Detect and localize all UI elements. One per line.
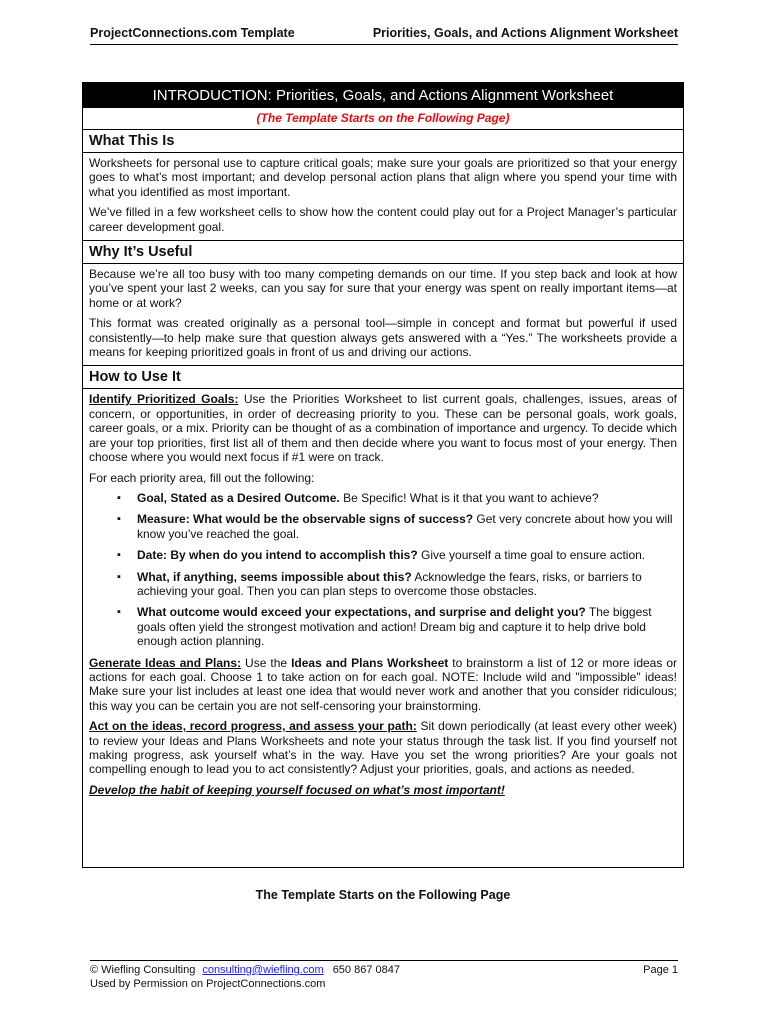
- page-header: [90, 26, 678, 45]
- bullet-bold: Goal, Stated as a Desired Outcome.: [137, 490, 340, 505]
- generate-ideas-text: Use the: [241, 655, 292, 670]
- section-heading-what-this-is: What This Is: [83, 130, 683, 153]
- list-item: [137, 512, 677, 541]
- introduction-box: [82, 82, 684, 868]
- list-item: [137, 491, 677, 505]
- paragraph-generate-ideas: [89, 656, 677, 714]
- bullet-text: Get very concrete about how you will know you’ve reached the goal.: [137, 512, 673, 541]
- identify-goals-text: Use the Priorities Worksheet to list current goals, challenges, issues, areas of concern, or opportunities, in order of decreasing priority to you. These can be personal goals, work goals, career goals, or a mix. Priority can be thought of as a combination of importance and urgency. To decide which are your top priorities, first list all of them and then decide where you want to focus most of your energy. Then choose where you would next focus if #1 were on track.: [89, 392, 677, 465]
- paragraph-identify-goals: [89, 392, 677, 464]
- footer-email-link[interactable]: consulting@wiefling.com: [202, 964, 324, 976]
- identify-goals-label: Identify Prioritized Goals:: [89, 392, 239, 407]
- paragraph: For each priority area, fill out the following:: [89, 470, 315, 485]
- footer-phone: 650 867 0847: [332, 964, 400, 976]
- page-footer: [90, 960, 678, 991]
- final-habit-line: Develop the habit of keeping yourself focused on what’s most important!: [89, 782, 505, 797]
- section-why-useful: [83, 264, 683, 365]
- footer-row: [90, 963, 678, 977]
- bullet-text: Acknowledge the fears, risks, or barriers to achieving your goal. Then you can plan steps to overcome those obstacles.: [137, 569, 642, 598]
- paragraph: Because we’re all too busy with too many competing demands on our time. If you step back and look at how you’ve spent your last 2 weeks, can you say for sure that your energy was spent on really important items—at home or at work?: [89, 267, 677, 310]
- header-site-name: ProjectConnections.com Template: [90, 26, 295, 40]
- generate-ideas-text-2: to brainstorm a list of 12 or more ideas or actions for each goal. Choose 1 to take action on for each goal. NOTE: Include wild and "impossible" ideas! Make sure your list includes at least one idea that would never work and another that you consider ridiculous; this way you can be certain you are not self-censoring your brainstorming.: [89, 655, 678, 713]
- priority-bullet-list: [89, 491, 677, 649]
- generate-ideas-label: Generate Ideas and Plans:: [89, 655, 242, 670]
- paragraph-act-on-ideas: [89, 719, 677, 777]
- act-on-ideas-label: Act on the ideas, record progress, and assess your path:: [89, 719, 417, 734]
- header-document-title: Priorities, Goals, and Actions Alignment Worksheet: [372, 26, 678, 40]
- section-heading-why-useful: Why It’s Useful: [83, 240, 683, 264]
- list-item: [137, 570, 677, 599]
- footer-permission: Used by Permission on ProjectConnections.com: [90, 978, 326, 990]
- intro-title: INTRODUCTION: Priorities, Goals, and Actions Alignment Worksheet: [83, 83, 683, 108]
- template-starts-notice: The Template Starts on the Following Page: [255, 888, 511, 902]
- footer-company: © Wiefling Consulting: [90, 964, 196, 976]
- paragraph: Worksheets for personal use to capture critical goals; make sure your goals are prioritized so that your energy goes to what’s most important; and develop personal action plans that align where you spend your time with what you identified as most important.: [89, 156, 677, 199]
- bullet-text: The biggest goals often yield the strongest motivation and action! Dream big and capture it to help drive bold enough action planning.: [137, 605, 652, 649]
- paragraph: This format was created originally as a personal tool—simple in concept and format but powerful if used consistently—to help make sure that question always gets answered with a “Yes.” The worksheets provide a means for keeping prioritized goals in front of us and driving our actions.: [89, 316, 677, 360]
- section-what-this-is: [83, 153, 683, 240]
- section-heading-how-to-use: How to Use It: [83, 365, 683, 389]
- bullet-bold: Date: By when do you intend to accomplish this?: [137, 548, 418, 563]
- intro-subtitle: (The Template Starts on the Following Page): [83, 108, 683, 130]
- list-item: [137, 605, 677, 648]
- ideas-worksheet-name: Ideas and Plans Worksheet: [291, 655, 449, 670]
- footer-page-number: Page 1: [643, 964, 678, 976]
- section-how-to-use: [83, 389, 683, 803]
- paragraph: We’ve filled in a few worksheet cells to show how the content could play out for a Project Manager’s particular career development goal.: [89, 205, 677, 234]
- bullet-bold: Measure: What would be the observable signs of success?: [137, 512, 474, 527]
- bullet-bold: What, if anything, seems impossible about this?: [137, 569, 412, 584]
- bullet-bold: What outcome would exceed your expectations, and surprise and delight you?: [137, 605, 586, 620]
- bullet-text: Give yourself a time goal to ensure action.: [417, 548, 646, 563]
- bullet-text: Be Specific! What is it that you want to achieve?: [339, 490, 599, 505]
- act-on-ideas-text: Sit down periodically (at least every other week) to review your Ideas and Plans Worksheets and note your status through the task list. If you find yourself not making progress, ask yourself what’s in the way. Have you set the wrong priorities? Are your goals not compelling enough to lead you to act consistently? Adjust your priorities, goals, and actions as needed.: [89, 719, 677, 777]
- list-item: [137, 548, 677, 562]
